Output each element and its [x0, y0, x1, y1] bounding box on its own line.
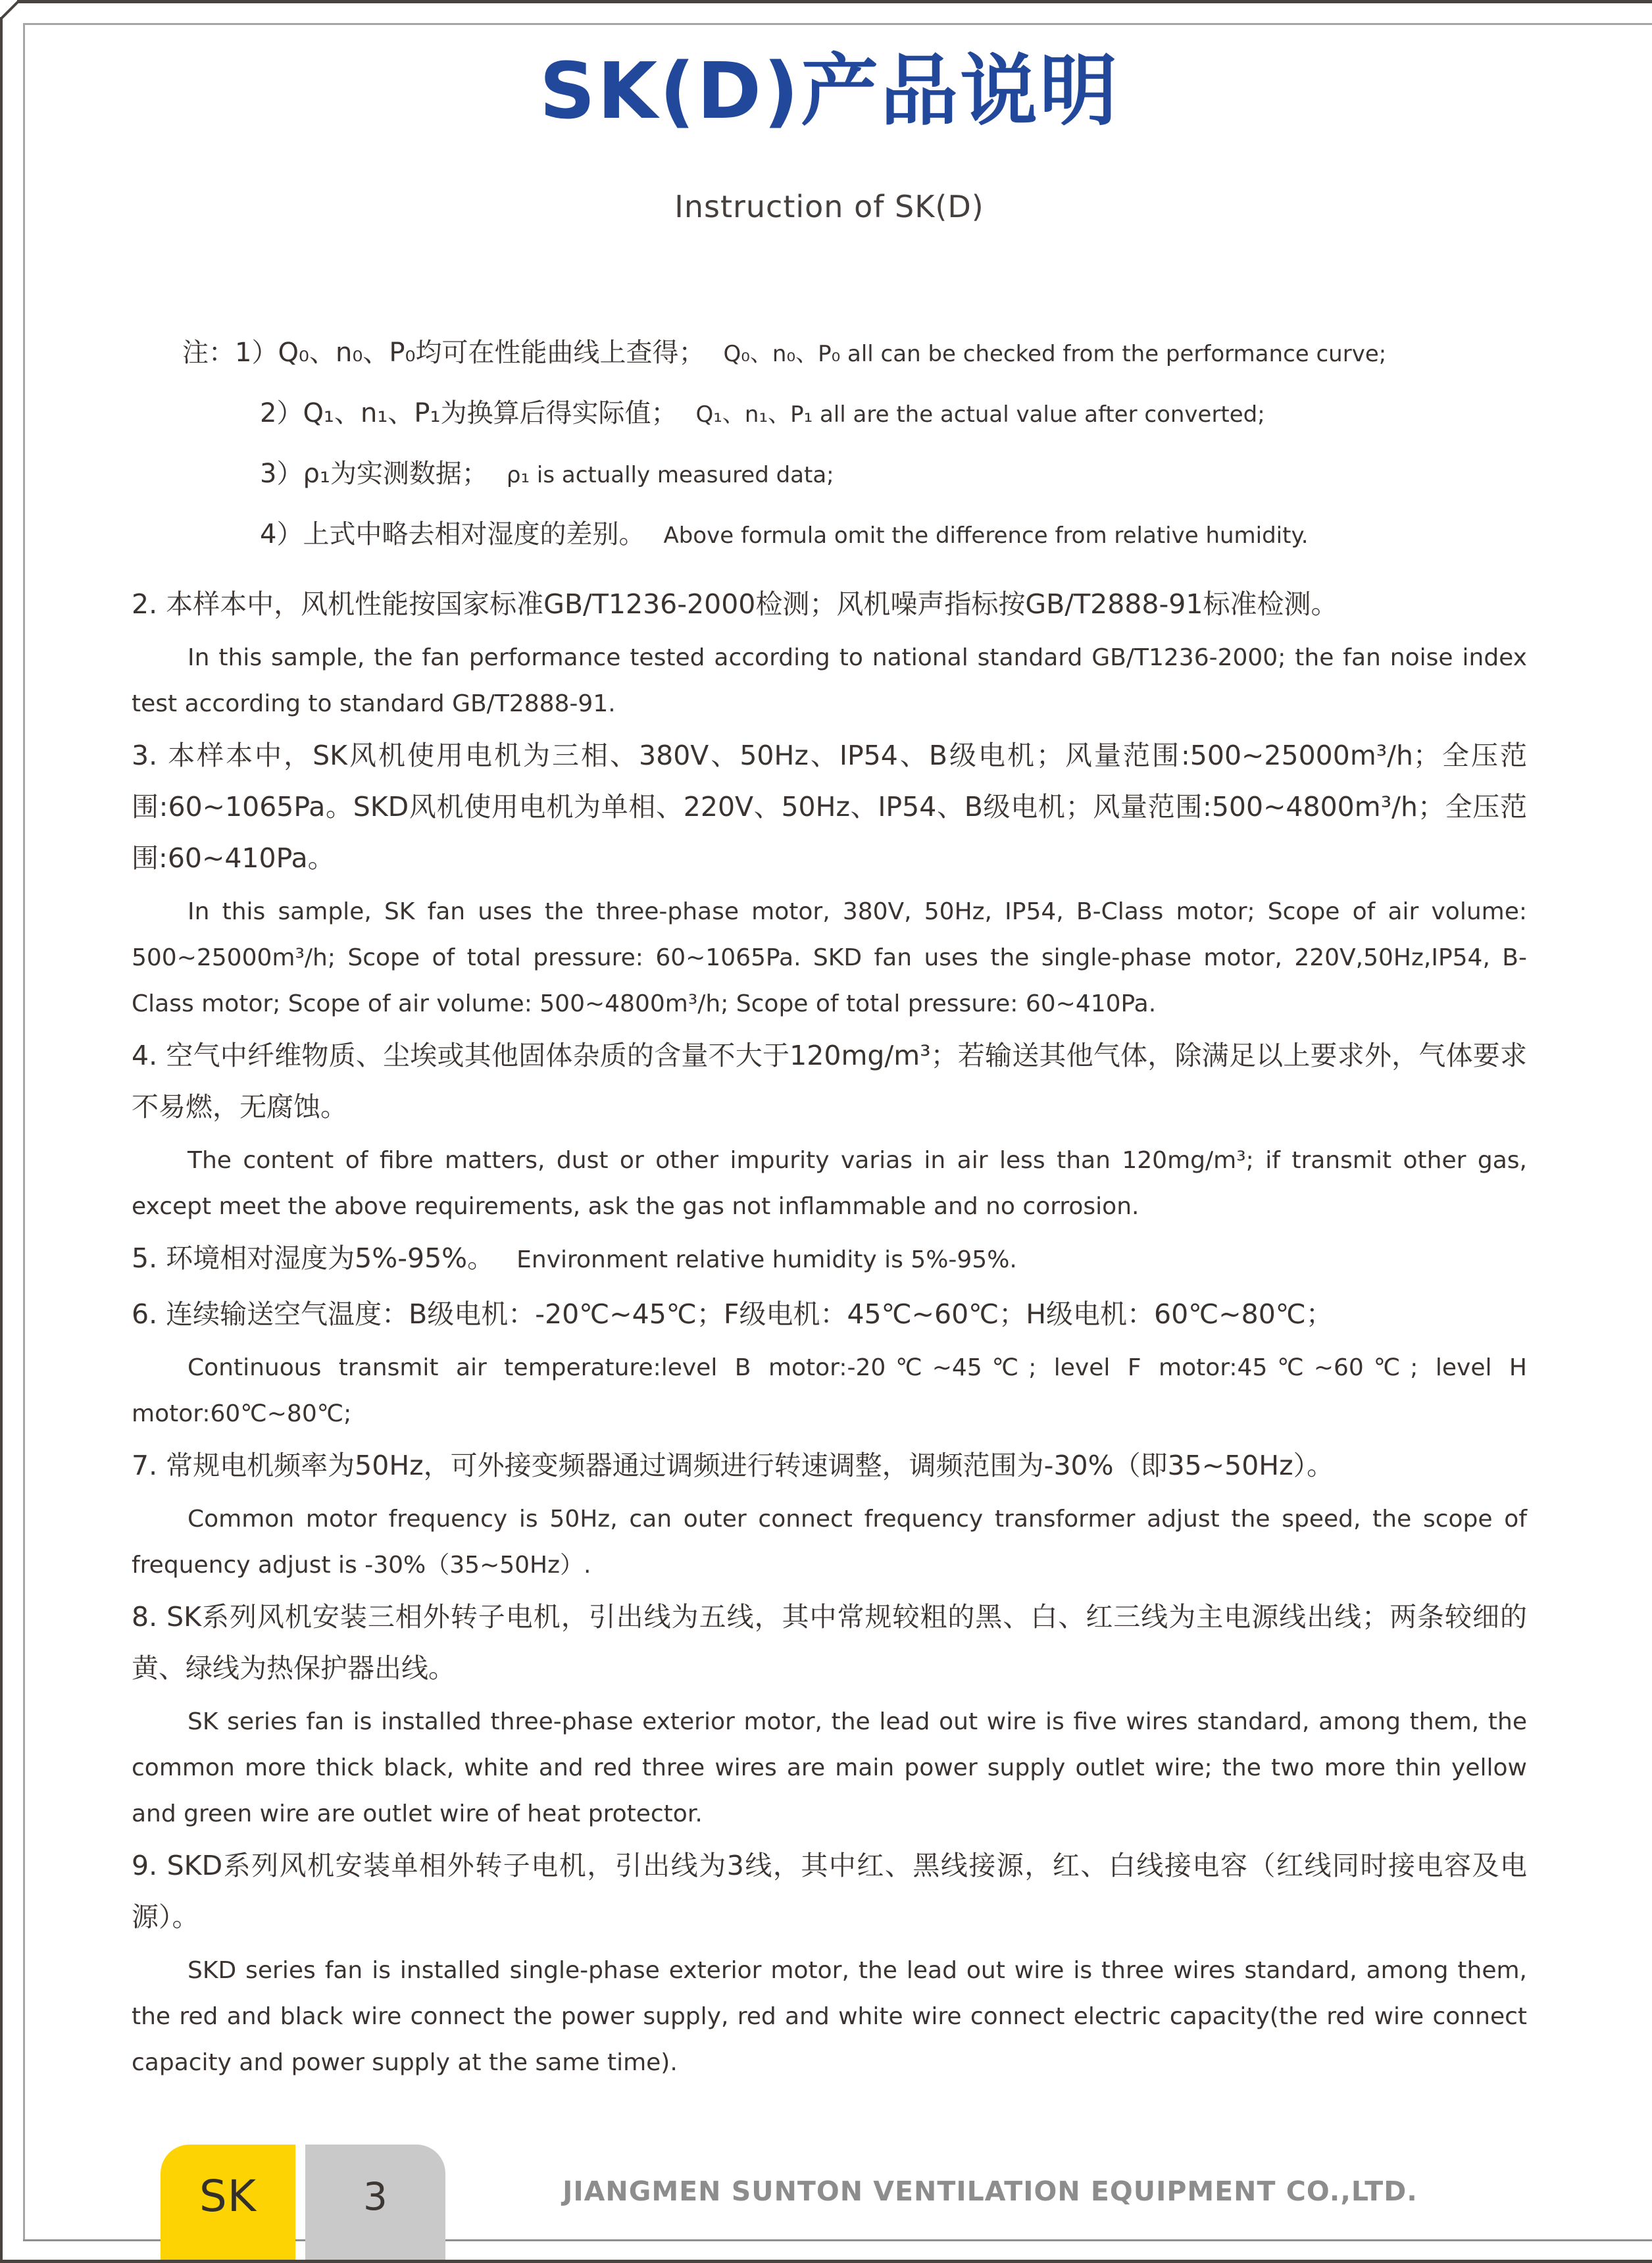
note-1-en: Q₀、n₀、P₀ all can be checked from the performance curve; [723, 340, 1387, 367]
note-line-4 [260, 518, 1527, 552]
note-prefix: 注： [182, 337, 235, 368]
footer-company-name: JIANGMEN SUNTON VENTILATION EQUIPMENT CO.,LTD. [563, 2175, 1418, 2207]
item-6-zh: 6. 连续输送空气温度：B级电机：-20℃~45℃；F级电机：45℃~60℃；H级电机：60℃~80℃； [132, 1298, 1333, 1330]
footer-series-tab [161, 2145, 295, 2260]
page-content [132, 0, 1527, 2086]
footer-page-number: 3 [363, 2174, 388, 2219]
note-1-zh: 1）Q₀、n₀、P₀均可在性能曲线上查得； [235, 337, 705, 368]
item-9-zh: 9. SKD系列风机安装单相外转子电机，引出线为3线，其中红、黑线接源，红、白线接电容（红线同时接电容及电源）。 [132, 1849, 1527, 1933]
page-title: SK(D)产品说明 [539, 45, 1120, 136]
item-4-en: The content of fibre matters, dust or other impurity varias in air less than 120mg/m³; if transmit other gas, except meet the above requirements, ask the gas not inflammable and no corrosion. [132, 1146, 1527, 1220]
item-2-en: In this sample, the fan performance tested according to national standard GB/T1236-2000; the fan noise index test according to standard GB/T2888-91. [132, 644, 1527, 717]
outer-border-corner-chamfer [0, 0, 22, 20]
note-3-en: ρ₁ is actually measured data; [506, 461, 834, 488]
note-3-zh: 3）ρ₁为实测数据； [260, 458, 488, 489]
item-6-en: Continuous transmit air temperature:level B motor:-20℃~45℃; level F motor:45℃~60℃; level H motor:60℃~80℃; [132, 1354, 1527, 1427]
item-8-en: SK series fan is installed three-phase exterior motor, the lead out wire is five wires standard, among them, the common more thick black, white and red three wires are main power supply outlet wire; the two more thin yellow and green wire are outlet wire of heat protector. [132, 1708, 1527, 1827]
item-8-zh: 8. SK系列风机安装三相外转子电机，引出线为五线，其中常规较粗的黑、白、红三线为主电源线出线；两条较细的黄、绿线为热保护器出线。 [132, 1600, 1527, 1684]
footer-page-number-tab [305, 2145, 445, 2260]
page-subtitle: Instruction of SK(D) [674, 189, 984, 225]
item-2-zh: 2. 本样本中，风机性能按国家标准GB/T1236-2000检测；风机噪声指标按GB/T2888-91标准检测。 [132, 588, 1338, 620]
item-5-en: Environment relative humidity is 5%-95%. [516, 1246, 1017, 1273]
outer-border-left [0, 17, 3, 2263]
notes-section [132, 336, 1527, 552]
note-2-en: Q₁、n₁、P₁ all are the actual value after converted; [695, 401, 1265, 428]
item-5-line [132, 1233, 1527, 1286]
note-2-zh: 2）Q₁、n₁、P₁为换算后得实际值； [260, 397, 678, 428]
item-7-zh: 7. 常规电机频率为50Hz，可外接变频器通过调频进行转速调整，调频范围为-30%（即35~50Hz）。 [132, 1449, 1334, 1481]
instruction-body [132, 578, 1527, 2086]
item-3-zh: 3. 本样本中，SK风机使用电机为三相、380V、50Hz、IP54、B级电机；风量范围:500~25000m³/h；全压范围:60~1065Pa。SKD风机使用电机为单相、220V、50Hz、IP54、B级电机；风量范围:500~4800m³/h；全压范围:60~410Pa。 [132, 739, 1527, 874]
note-line-1 [182, 336, 1527, 370]
item-5-zh: 5. 环境相对湿度为5%-95%。 [132, 1242, 495, 1274]
note-4-zh: 4）上式中略去相对湿度的差别。 [260, 519, 645, 549]
note-line-3 [260, 457, 1527, 492]
note-4-en: Above formula omit the difference from relative humidity. [663, 522, 1309, 549]
outer-border-bottom [0, 2260, 1652, 2263]
item-4-zh: 4. 空气中纤维物质、尘埃或其他固体杂质的含量不大于120mg/m³；若输送其他气体，除满足以上要求外，气体要求不易燃，无腐蚀。 [132, 1039, 1527, 1123]
footer-series-label: SK [199, 2171, 257, 2222]
item-7-en: Common motor frequency is 50Hz, can outer connect frequency transformer adjust the speed, the scope of frequency adjust is -30%（35~50Hz）. [132, 1505, 1527, 1579]
inner-frame-left [23, 23, 25, 2241]
item-3-en: In this sample, SK fan uses the three-phase motor, 380V, 50Hz, IP54, B-Class motor; Scope of air volume: 500~25000m³/h; Scope of total pressure: 60~1065Pa. SKD fan uses the single-phase motor, 220V,50Hz,IP54, B-Class motor; Scope of air volume: 500~4800m³/h; Scope of total pressure: 60~410Pa. [132, 898, 1527, 1017]
item-9-en: SKD series fan is installed single-phase exterior motor, the lead out wire is three wires standard, among them, the red and black wire connect the power supply, red and white wire connect electric capacity(the red wire connect capacity and power supply at the same time). [132, 1956, 1527, 2076]
note-line-2 [260, 397, 1527, 431]
